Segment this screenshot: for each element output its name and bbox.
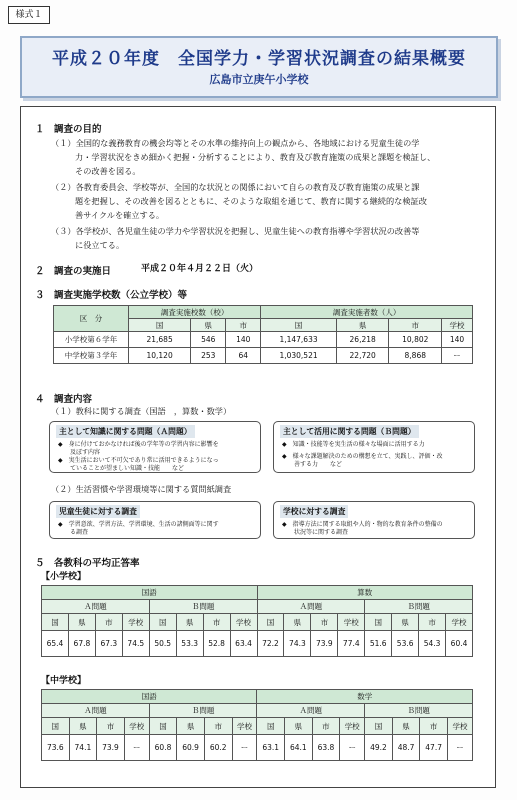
table-cell: 140: [226, 332, 261, 348]
purpose-1-line-1: （１）全国的な義務教育の機会均等とその水準の維持向上の観点から、各地域における児童生徒の学: [51, 138, 420, 148]
purpose-3-line-1: （３）各学校が、各児童生徒の学力や学習状況を把握し、児童生徒への教育指導や学習状況の改善等: [51, 226, 420, 236]
table-cell: 51.6: [365, 631, 392, 657]
box-a-line: ていることが望ましい知識・技能 など: [58, 465, 185, 472]
table-cell: 26,218: [336, 332, 389, 348]
table-cell: 73.9: [311, 631, 338, 657]
section-2-heading: ２ 調査の実施日: [35, 266, 112, 277]
purpose-1-line-3: その改善を図る。: [75, 166, 141, 176]
table-cell: 53.3: [176, 631, 203, 657]
table-cell: 県: [285, 718, 313, 735]
box-school-survey: [273, 501, 475, 539]
table-cell: 県: [392, 614, 419, 631]
section-4-heading: ４ 調査内容: [35, 394, 93, 405]
table-cell: 74.1: [69, 735, 97, 761]
table-cell: 63.1: [257, 735, 285, 761]
table-cell: 21,685: [129, 332, 191, 348]
purpose-2-line-2: 題を把握し、その改善を図るとともに、そのような取組を通じて、教育に関する継続的な検証改: [75, 196, 427, 206]
table-cell: 10,120: [129, 348, 191, 364]
table-cell: 学校: [230, 614, 257, 631]
table-cell: 67.3: [95, 631, 122, 657]
table-cell: 73.6: [42, 735, 70, 761]
col-header: 国: [261, 319, 337, 332]
table-cell: 市: [311, 614, 338, 631]
exam-date: 平成２０年４月２２日（火）: [141, 264, 259, 274]
form-label: 様式１: [8, 6, 50, 24]
table-cell: 60.4: [446, 631, 473, 657]
table-cell: 国: [42, 718, 70, 735]
col-header: 市: [226, 319, 261, 332]
row-label: 小学校第６学年: [54, 332, 129, 348]
table-cell: 市: [204, 718, 232, 735]
table-cell: 48.7: [392, 735, 420, 761]
box-b-problems: [273, 421, 475, 473]
box-b-line: ◆ 様々な課題解決のための構想を立て、実践し、評価・改: [282, 453, 443, 460]
table-cell: 県: [284, 614, 311, 631]
subject-header: 数学: [257, 690, 473, 704]
problem-b-header: Ｂ問題: [365, 704, 473, 718]
purpose-2-line-3: 善サイクルを確立する。: [75, 210, 165, 220]
table-cell: 63.8: [312, 735, 340, 761]
box-b-title: 主として活用に関する問題（Ｂ問題）: [280, 425, 419, 438]
section-3-heading: ３ 調査実施学校数（公立学校）等: [35, 290, 188, 301]
table-cell: ー: [447, 735, 472, 761]
table-cell: 10,802: [389, 332, 442, 348]
purpose-2-line-1: （２）各教育委員会、学校等が、全国的な状況との関係において自らの教育及び教育施策の成果と課: [51, 182, 420, 192]
table-cell: 47.7: [420, 735, 448, 761]
problem-b-header: Ｂ問題: [149, 600, 257, 614]
subject-header: 算数: [257, 586, 473, 600]
school-name: 広島市立庚午小学校: [209, 73, 309, 86]
box-c-line: る調査: [58, 529, 89, 536]
row-label: 中学校第３学年: [54, 348, 129, 364]
table-cell: 市: [203, 614, 230, 631]
table-cell: 65.4: [42, 631, 69, 657]
table-cell: 60.9: [177, 735, 205, 761]
box-a-problems: [49, 421, 261, 473]
subject-survey-heading: （１）教科に関する調査（国語 ，算数・数学）: [51, 406, 232, 416]
section-1-heading: １ 調査の目的: [35, 124, 102, 135]
table-cell: 県: [392, 718, 420, 735]
table-cell: 63.4: [230, 631, 257, 657]
box-a-title: 主として知識に関する問題（Ａ問題）: [56, 425, 195, 438]
table-cell: 53.6: [392, 631, 419, 657]
table-cell: 140: [442, 332, 473, 348]
table-cell: 22,720: [336, 348, 389, 364]
table-cell: 学校: [446, 614, 473, 631]
problem-a-header: Ａ問題: [257, 600, 365, 614]
table-cell: 学校: [338, 614, 365, 631]
table-cell: 77.4: [338, 631, 365, 657]
box-student-survey: [49, 501, 261, 539]
box-a-line: ◆ 身に付けておかなければ後の学年等の学習内容に影響を: [58, 441, 219, 448]
table-cell: 学校: [124, 718, 149, 735]
table-cell: 国: [365, 614, 392, 631]
jh-value-row: [42, 735, 473, 761]
col-header: 国: [129, 319, 191, 332]
junior-high-scores-table: [41, 689, 473, 761]
problem-b-header: Ｂ問題: [149, 704, 257, 718]
table-cell: 国: [365, 718, 393, 735]
table-cell: ー: [340, 735, 365, 761]
table-cell: 県: [69, 718, 97, 735]
col-header: 市: [389, 319, 442, 332]
elementary-scores-table: [41, 585, 473, 657]
table-cell: 253: [191, 348, 226, 364]
schools-table: [53, 305, 473, 364]
box-a-line: 及ぼす内容: [58, 449, 101, 456]
table-cell: 74.5: [122, 631, 149, 657]
box-a-line: ◆ 実生活において不可欠であり常に活用できるようになっ: [58, 457, 219, 464]
table-cell: 市: [419, 614, 446, 631]
table-cell: 学校: [122, 614, 149, 631]
col-header: 県: [336, 319, 389, 332]
col-header: 学校: [442, 319, 473, 332]
table-cell: 国: [149, 614, 176, 631]
table-cell: 64.1: [285, 735, 313, 761]
table-cell: 74.3: [284, 631, 311, 657]
purpose-1-line-2: 力・学習状況をきめ細かく把握・分析することにより、教育及び教育施策の成果と課題を検証し、: [75, 152, 436, 162]
box-c-line: ◆ 学習意欲、学習方法、学習環境、生活の諸側面等に関す: [58, 521, 219, 528]
table-cell: 国: [257, 718, 285, 735]
table-cell: ー: [232, 735, 257, 761]
table-cell: 60.8: [149, 735, 177, 761]
title-banner: [20, 36, 498, 98]
table-cell: 県: [68, 614, 95, 631]
box-b-line: ◆ 知識・技能等を実生活の様々な場面に活用する力: [282, 441, 425, 448]
page-title: 平成２０年度 全国学力・学習状況調査の結果概要: [52, 49, 466, 69]
table-cell: 学校: [340, 718, 365, 735]
elem-col-row: [42, 614, 473, 631]
table-cell: 県: [176, 614, 203, 631]
table-cell: 60.2: [204, 735, 232, 761]
table-cell: 73.9: [97, 735, 125, 761]
section-5-heading: ５ 各教科の平均正答率: [35, 558, 140, 569]
problem-a-header: Ａ問題: [42, 600, 150, 614]
junior-high-label: 【中学校】: [41, 676, 87, 686]
table-cell: 67.8: [68, 631, 95, 657]
table-cell: ー: [442, 348, 473, 364]
table-cell: 市: [97, 718, 125, 735]
subject-header: 国語: [42, 690, 257, 704]
purpose-3-line-2: に役立てる。: [75, 240, 125, 250]
elementary-label: 【小学校】: [41, 572, 87, 582]
subject-header: 国語: [42, 586, 258, 600]
content-frame: [20, 106, 496, 788]
table-cell: 市: [420, 718, 448, 735]
table-cell: ー: [124, 735, 149, 761]
box-b-line: 善する力 など: [282, 461, 343, 468]
table-cell: 1,030,521: [261, 348, 337, 364]
col-header: 県: [191, 319, 226, 332]
problem-a-header: Ａ問題: [257, 704, 365, 718]
division-header: 区 分: [54, 306, 129, 332]
problem-b-header: Ｂ問題: [365, 600, 473, 614]
table-row: [54, 332, 473, 348]
table-cell: 国: [42, 614, 69, 631]
jh-col-row: [42, 718, 473, 735]
table-cell: 49.2: [365, 735, 393, 761]
table-cell: 64: [226, 348, 261, 364]
table-cell: 国: [257, 614, 284, 631]
table-cell: 546: [191, 332, 226, 348]
participants-header: 調査実施者数（人）: [261, 306, 473, 319]
schools-count-header: 調査実施校数（校）: [129, 306, 261, 319]
table-cell: 市: [95, 614, 122, 631]
table-cell: 54.3: [419, 631, 446, 657]
table-cell: 県: [177, 718, 205, 735]
box-d-line: 状況等に関する調査: [282, 529, 349, 536]
table-cell: 1,147,633: [261, 332, 337, 348]
table-cell: 52.8: [203, 631, 230, 657]
box-d-line: ◆ 指導方法に関する取組や人的・物的な教育条件の整備の: [282, 521, 443, 528]
box-c-title: 児童生徒に対する調査: [56, 505, 140, 518]
table-cell: 市: [312, 718, 340, 735]
table-cell: 72.2: [257, 631, 284, 657]
elem-value-row: [42, 631, 473, 657]
table-cell: 学校: [232, 718, 257, 735]
table-cell: 50.5: [149, 631, 176, 657]
questionnaire-heading: （２）生活習慣や学習環境等に関する質問紙調査: [51, 484, 232, 494]
box-d-title: 学校に対する調査: [280, 505, 348, 518]
problem-a-header: Ａ問題: [42, 704, 150, 718]
table-cell: 学校: [447, 718, 472, 735]
table-cell: 8,868: [389, 348, 442, 364]
table-row: [54, 348, 473, 364]
table-cell: 国: [149, 718, 177, 735]
